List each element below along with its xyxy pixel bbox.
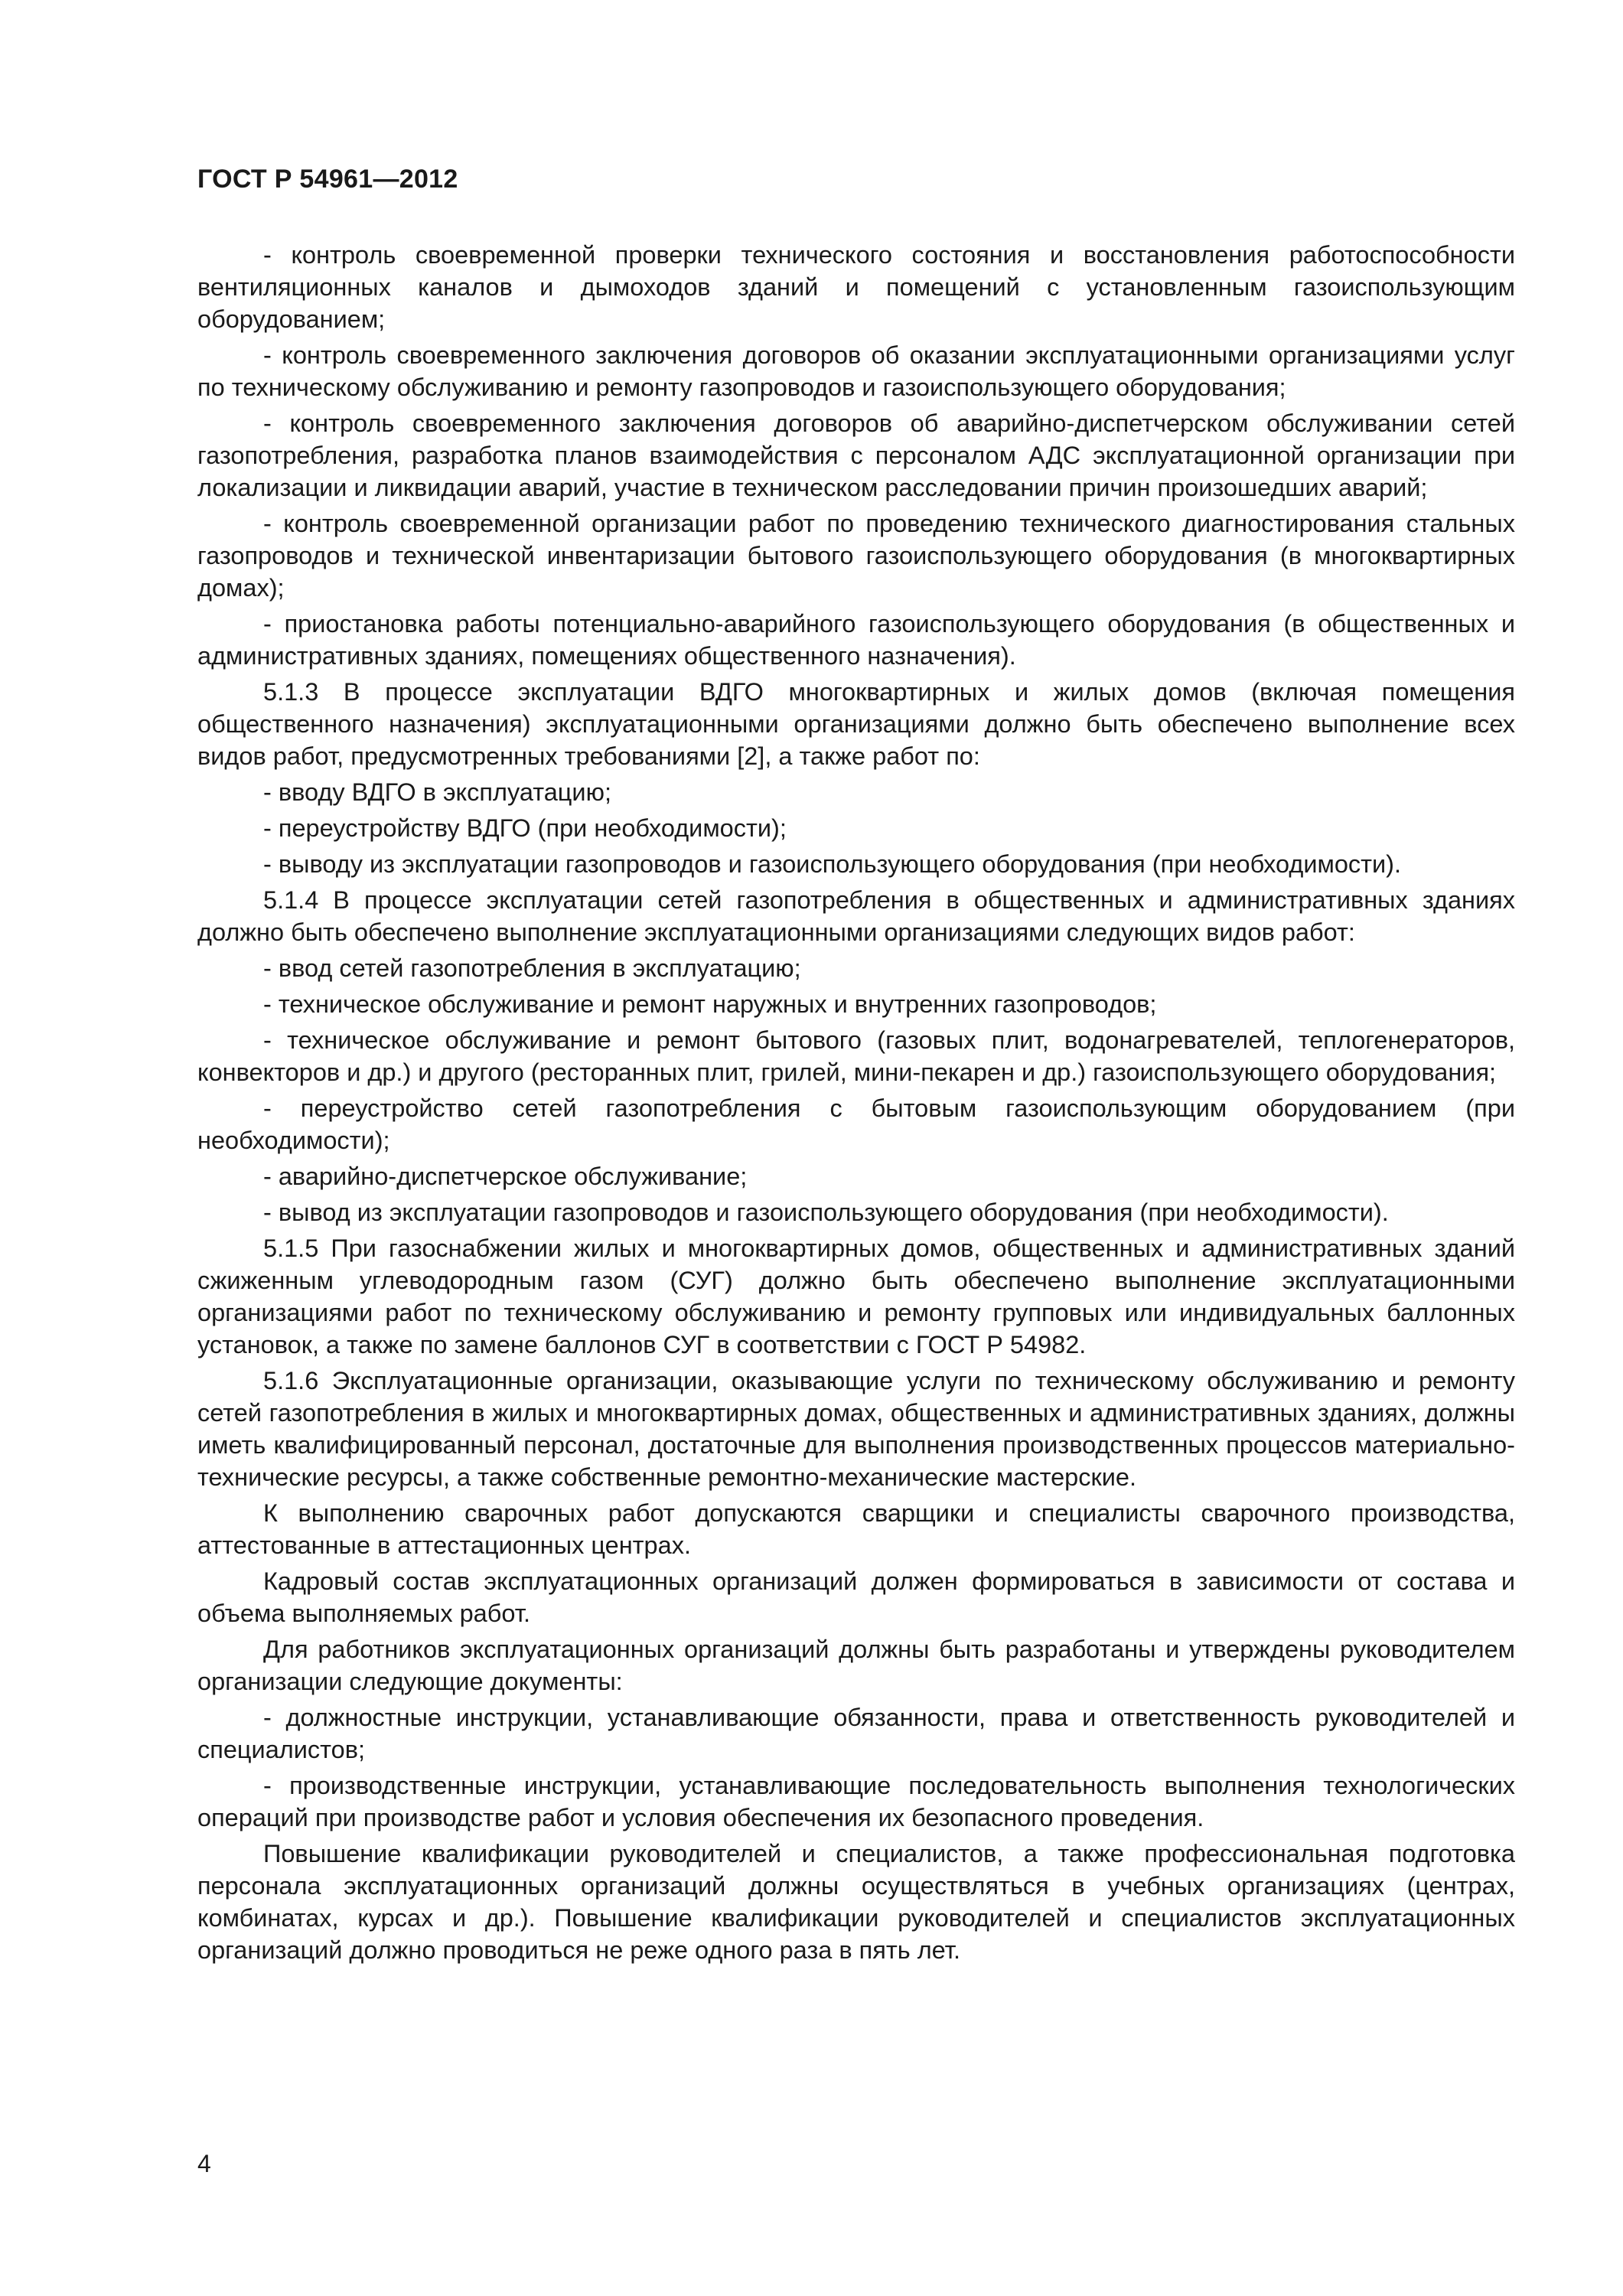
paragraph: - контроль своевременной организации работ по проведению технического диагностирования стальных газопроводов и технической инвентаризации бытового газоиспользующего оборудования (в многоквартирных домах);	[197, 510, 1515, 602]
paragraph: - аварийно-диспетчерское обслуживание;	[263, 1163, 748, 1190]
paragraph: - ввод сетей газопотребления в эксплуатацию;	[263, 954, 801, 982]
section-5-1-5: 5.1.5 При газоснабжении жилых и многоквартирных домов, общественных и административных зданий сжиженным углеводородным газом (СУГ) должно быть обеспечено выполнение эксплуатационными организациями работ по техническому обслуживанию и ремонту групповых или индивидуальных баллонных установок, а также по замене баллонов СУГ в соответствии с ГОСТ Р 54982.	[197, 1234, 1515, 1358]
paragraph: - вывод из эксплуатации газопроводов и газоиспользующего оборудования (при необходимости).	[263, 1199, 1389, 1226]
paragraph: - производственные инструкции, устанавливающие последовательность выполнения технологических операций при производстве работ и условия обеспечения их безопасного проведения.	[197, 1772, 1515, 1831]
paragraph: - вводу ВДГО в эксплуатацию;	[263, 778, 611, 806]
paragraph: Кадровый состав эксплуатационных организаций должен формироваться в зависимости от состава и объема выполняемых работ.	[197, 1567, 1515, 1627]
paragraph: - должностные инструкции, устанавливающие обязанности, права и ответственность руководителей и специалистов;	[197, 1704, 1515, 1763]
paragraph: Повышение квалификации руководителей и специалистов, а также профессиональная подготовка персонала эксплуатационных организаций должны осуществляться в учебных организациях (центрах, комбинатах, курсах и др.). Повышение квалификации руководителей и специалистов эксплуатационных организаций должно проводиться не реже одного раза в пять лет.	[197, 1840, 1515, 1964]
paragraph: - контроль своевременного заключения договоров об аварийно-диспетчерском обслуживании сетей газопотребления, разработка планов взаимодействия с персоналом АДС эксплуатационной организации при локализации и ликвидации аварий, участие в техническом расследовании причин произошедших аварий;	[197, 409, 1515, 501]
paragraph: Для работников эксплуатационных организаций должны быть разработаны и утверждены руководителем организации следующие документы:	[197, 1636, 1515, 1695]
paragraph: - техническое обслуживание и ремонт бытового (газовых плит, водонагревателей, теплогенераторов, конвекторов и др.) и другого (ресторанных плит, грилей, мини-пекарен и др.) газоиспользующего оборудования;	[197, 1026, 1515, 1086]
paragraph: - контроль своевременной проверки технического состояния и восстановления работоспособности вентиляционных каналов и дымоходов зданий и помещений с установленным газоиспользующим оборудованием;	[197, 241, 1515, 333]
paragraph: - выводу из эксплуатации газопроводов и газоиспользующего оборудования (при необходимости).	[263, 850, 1402, 878]
document-page	[197, 164, 1515, 2261]
paragraph: - техническое обслуживание и ремонт наружных и внутренних газопроводов;	[263, 990, 1157, 1018]
document-header: ГОСТ Р 54961—2012	[197, 165, 458, 194]
section-5-1-3: 5.1.3 В процессе эксплуатации ВДГО многоквартирных и жилых домов (включая помещения общественного назначения) эксплуатационными организациями должно быть обеспечено выполнение всех видов работ, предусмотренных требованиями [2], а также работ по:	[197, 678, 1515, 770]
section-5-1-4: 5.1.4 В процессе эксплуатации сетей газопотребления в общественных и административных зданиях должно быть обеспечено выполнение эксплуатационными организациями следующих видов работ:	[197, 886, 1515, 946]
document-body	[197, 239, 1515, 1966]
paragraph: - приостановка работы потенциально-аварийного газоиспользующего оборудования (в общественных и административных зданиях, помещениях общественного назначения).	[197, 610, 1515, 670]
paragraph: К выполнению сварочных работ допускаются сварщики и специалисты сварочного производства, аттестованные в аттестационных центрах.	[197, 1499, 1515, 1559]
section-5-1-6: 5.1.6 Эксплуатационные организации, оказывающие услуги по техническому обслуживанию и ремонту сетей газопотребления в жилых и многоквартирных домах, общественных и административных зданиях, должны иметь квалифицированный персонал, достаточные для выполнения производственных процессов материально-технические ресурсы, а также собственные ремонтно-механические мастерские.	[197, 1367, 1515, 1491]
paragraph: - переустройство сетей газопотребления с бытовым газоиспользующим оборудованием (при необходимости);	[197, 1094, 1515, 1154]
paragraph: - контроль своевременного заключения договоров об оказании эксплуатационными организациями услуг по техническому обслуживанию и ремонту газопроводов и газоиспользующего оборудования;	[197, 341, 1515, 401]
page-number: 4	[197, 2150, 211, 2177]
paragraph: - переустройству ВДГО (при необходимости);	[263, 814, 787, 842]
